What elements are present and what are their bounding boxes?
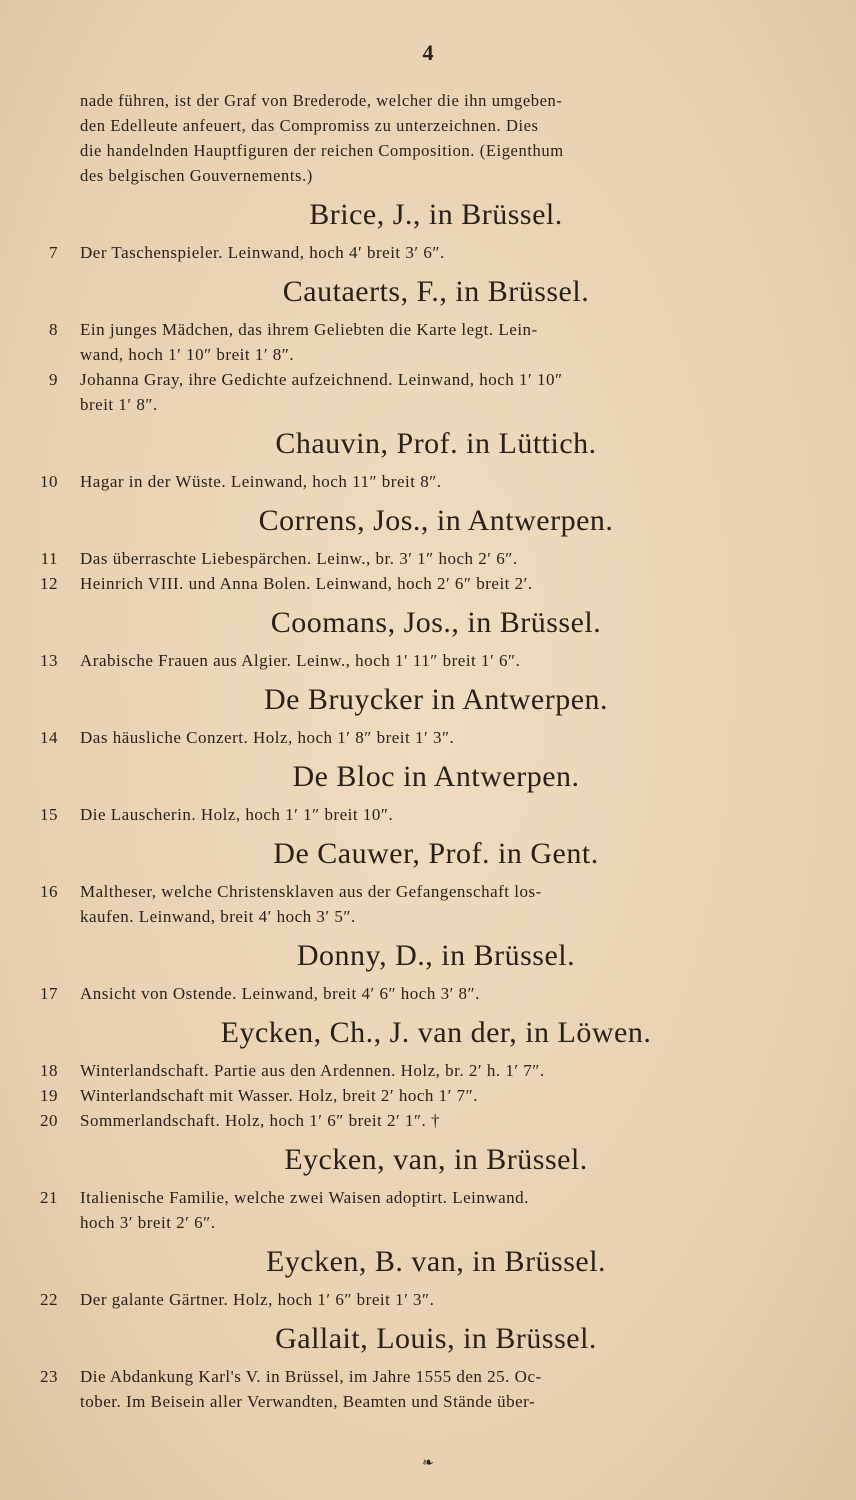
entry-number: 9	[49, 370, 58, 389]
artist-heading: Eycken, Ch., J. van der, in Löwen.	[220, 1016, 652, 1049]
catalog-entry	[40, 981, 792, 1006]
entry-number: 10	[40, 472, 58, 491]
catalog-entry	[49, 240, 792, 265]
artist-heading: De Bloc in Antwerpen.	[292, 760, 580, 793]
entry-number: 22	[40, 1290, 58, 1309]
artist-heading: Gallait, Louis, in Brüssel.	[275, 1322, 597, 1355]
catalog-entry	[40, 1108, 792, 1133]
entry-text-line: wand, hoch 1′ 10″ breit 1′ 8″.	[80, 345, 295, 364]
catalog-content	[40, 88, 792, 1414]
entry-text-line: Sommerlandschaft. Holz, hoch 1′ 6″ breit 2′ 1″. †	[80, 1111, 441, 1130]
catalog-entry	[40, 879, 792, 929]
intro-line: den Edelleute anfeuert, das Compromiss zu unterzeichnen. Dies	[80, 116, 539, 135]
entry-text-line: Die Abdankung Karl's V. in Brüssel, im Jahre 1555 den 25. Oc-	[80, 1367, 542, 1386]
footer-ornament: ❧	[422, 1455, 434, 1471]
entry-text-line: Arabische Frauen aus Algier. Leinw., hoch 1′ 11″ breit 1′ 6″.	[80, 651, 521, 670]
catalog-entry	[49, 317, 792, 367]
entry-number: 16	[40, 882, 58, 901]
catalog-entry	[40, 1083, 792, 1108]
entry-text-line: Ein junges Mädchen, das ihrem Geliebten die Karte legt. Lein-	[80, 320, 538, 339]
intro-line: die handelnden Hauptfiguren der reichen Composition. (Eigenthum	[80, 141, 564, 160]
entry-number: 8	[49, 320, 58, 339]
intro-paragraph	[80, 88, 792, 188]
entry-number: 15	[40, 805, 58, 824]
entry-text-line: Winterlandschaft. Partie aus den Ardennen. Holz, br. 2′ h. 1′ 7″.	[80, 1061, 545, 1080]
entry-number: 20	[40, 1111, 58, 1130]
artist-heading: Chauvin, Prof. in Lüttich.	[275, 427, 597, 460]
entry-text-line: Die Lauscherin. Holz, hoch 1′ 1″ breit 10″.	[80, 805, 394, 824]
catalog-entry	[40, 546, 792, 571]
catalog-entry	[40, 571, 792, 596]
entry-number: 23	[40, 1367, 58, 1386]
intro-line: des belgischen Gouvernements.)	[80, 166, 313, 185]
entry-text-line: Heinrich VIII. und Anna Bolen. Leinwand, hoch 2′ 6″ breit 2′.	[80, 574, 533, 593]
entry-text-line: Das häusliche Conzert. Holz, hoch 1′ 8″ breit 1′ 3″.	[80, 728, 455, 747]
entry-number: 19	[40, 1086, 58, 1105]
entry-number: 18	[40, 1061, 58, 1080]
entry-number: 12	[40, 574, 58, 593]
entry-text-line: tober. Im Beisein aller Verwandten, Beamten und Stände über-	[80, 1392, 536, 1411]
entry-text-line: Der galante Gärtner. Holz, hoch 1′ 6″ breit 1′ 3″.	[80, 1290, 435, 1309]
entry-text-line: Maltheser, welche Christensklaven aus der Gefangenschaft los-	[80, 882, 542, 901]
entry-number: 11	[40, 549, 58, 568]
catalog-entry	[40, 1364, 792, 1414]
entry-text-line: Ansicht von Ostende. Leinwand, breit 4′ 6″ hoch 3′ 8″.	[80, 984, 480, 1003]
entry-text-line: Hagar in der Wüste. Leinwand, hoch 11″ breit 8″.	[80, 472, 442, 491]
entry-number: 14	[40, 728, 58, 747]
entry-text-line: Italienische Familie, welche zwei Waisen adoptirt. Leinwand.	[80, 1188, 529, 1207]
artist-heading: Coomans, Jos., in Brüssel.	[270, 606, 602, 639]
entry-text-line: kaufen. Leinwand, breit 4′ hoch 3′ 5″.	[80, 907, 356, 926]
artist-heading: Cautaerts, F., in Brüssel.	[282, 275, 590, 308]
intro-line: nade führen, ist der Graf von Brederode, welcher die ihn umgeben-	[80, 91, 563, 110]
catalog-entry	[40, 725, 792, 750]
catalog-entry	[40, 1185, 792, 1235]
catalog-entry	[49, 367, 792, 417]
entry-text-line: Winterlandschaft mit Wasser. Holz, breit 2′ hoch 1′ 7″.	[80, 1086, 478, 1105]
catalog-entry	[40, 648, 792, 673]
entry-number: 13	[40, 651, 58, 670]
artist-heading: Correns, Jos., in Antwerpen.	[258, 504, 614, 537]
entry-number: 17	[40, 984, 58, 1003]
artist-heading: De Cauwer, Prof. in Gent.	[273, 837, 599, 870]
artist-heading: De Bruycker in Antwerpen.	[263, 683, 609, 716]
page-number: 4	[422, 40, 434, 65]
catalog-entry	[40, 1287, 792, 1312]
artist-heading: Brice, J., in Brüssel.	[309, 198, 563, 231]
entry-number: 7	[49, 243, 58, 262]
entry-text-line: Johanna Gray, ihre Gedichte aufzeichnend. Leinwand, hoch 1′ 10″	[80, 370, 563, 389]
catalog-entry	[40, 469, 792, 494]
entry-text-line: Das überraschte Liebespärchen. Leinw., br. 3′ 1″ hoch 2′ 6″.	[80, 549, 518, 568]
entry-text-line: Der Taschenspieler. Leinwand, hoch 4′ breit 3′ 6″.	[80, 243, 445, 262]
catalog-entry	[40, 1058, 792, 1083]
entry-number: 21	[40, 1188, 58, 1207]
artist-heading: Donny, D., in Brüssel.	[296, 939, 576, 972]
catalog-entry	[40, 802, 792, 827]
entry-text-line: hoch 3′ breit 2′ 6″.	[80, 1213, 216, 1232]
entry-text-line: breit 1′ 8″.	[80, 395, 158, 414]
artist-heading: Eycken, B. van, in Brüssel.	[265, 1245, 607, 1278]
artist-heading: Eycken, van, in Brüssel.	[284, 1143, 588, 1176]
